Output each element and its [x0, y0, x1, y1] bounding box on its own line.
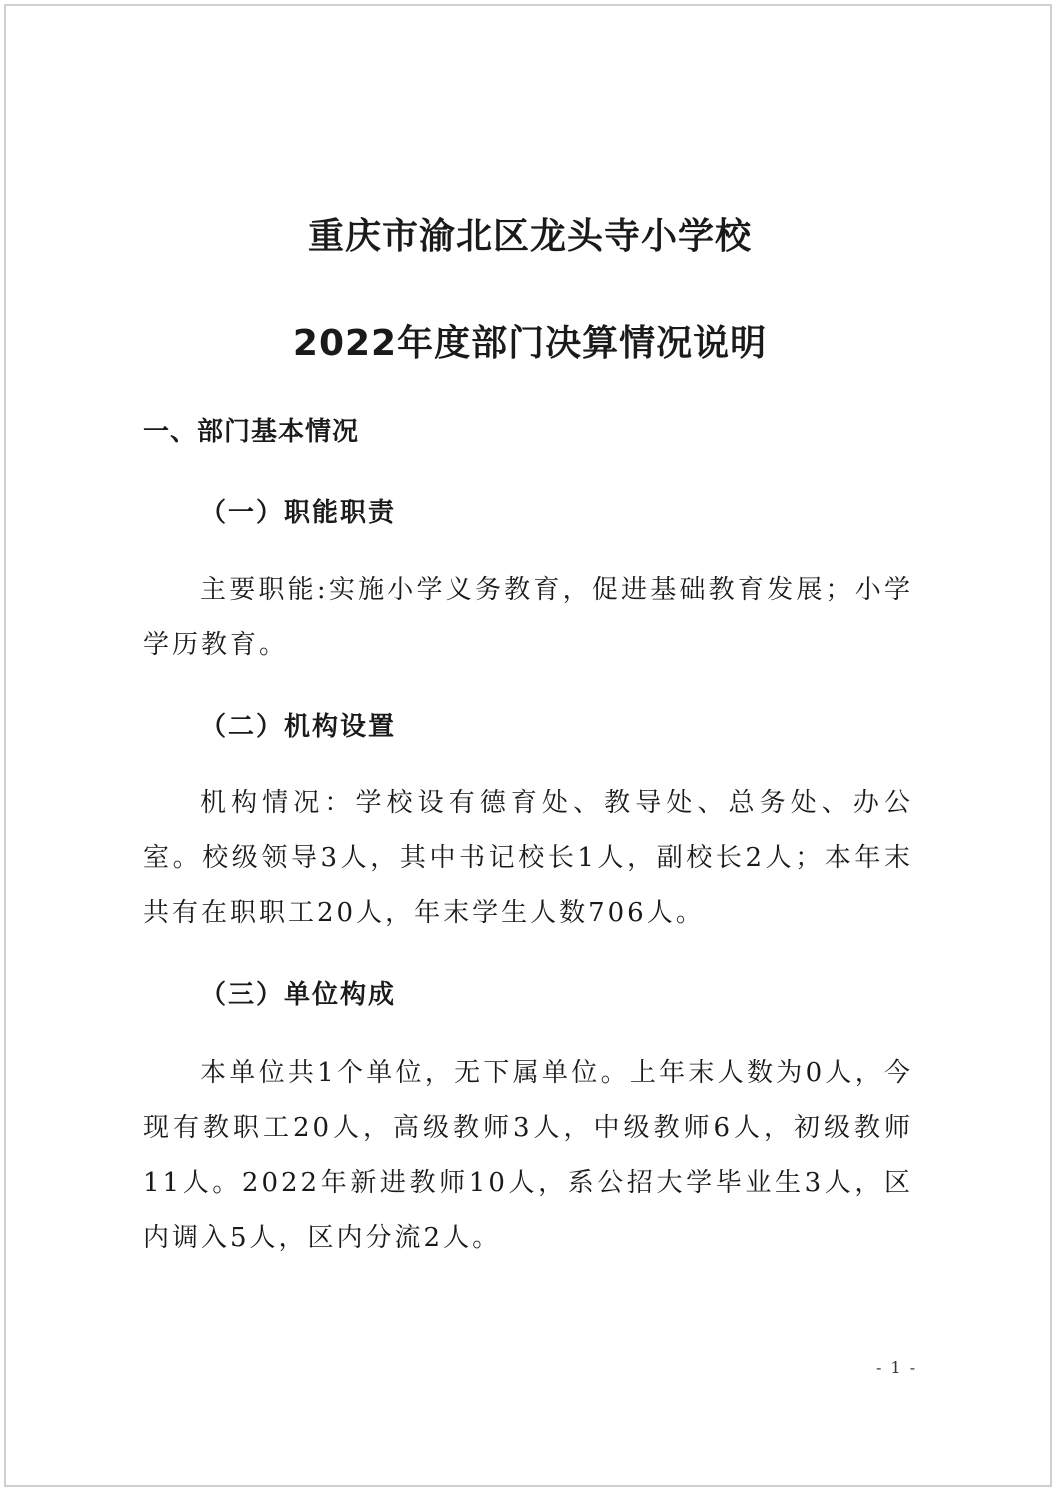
paragraph-composition: 本单位共1个单位，无下属单位。上年末人数为0人，今现有教职工20人，高级教师3人，中级教师6人，初级教师11人。2022年新进教师10人，系公招大学毕业生3人，区内调入5人，区内分流2人。: [143, 1058, 913, 1253]
document-title-line-1: 重庆市渝北区龙头寺小学校: [307, 216, 752, 257]
subsection-heading-organization: （二）机构设置: [200, 712, 397, 742]
page-number: - 1 -: [876, 1358, 918, 1377]
paragraph-functions: 主要职能:实施小学义务教育，促进基础教育发展；小学学历教育。: [143, 575, 913, 660]
subsection-heading-composition: （三）单位构成: [200, 980, 397, 1010]
subsection-heading-functions: （一）职能职责: [200, 498, 397, 528]
document-title-line-2: 2022年度部门决算情况说明: [292, 323, 768, 364]
paragraph-organization: 机构情况：学校设有德育处、教导处、总务处、办公室。校级领导3人，其中书记校长1人，副校长2人；本年末共有在职职工20人，年末学生人数706人。: [143, 788, 913, 928]
section-heading-basic-info: 一、部门基本情况: [143, 417, 360, 447]
